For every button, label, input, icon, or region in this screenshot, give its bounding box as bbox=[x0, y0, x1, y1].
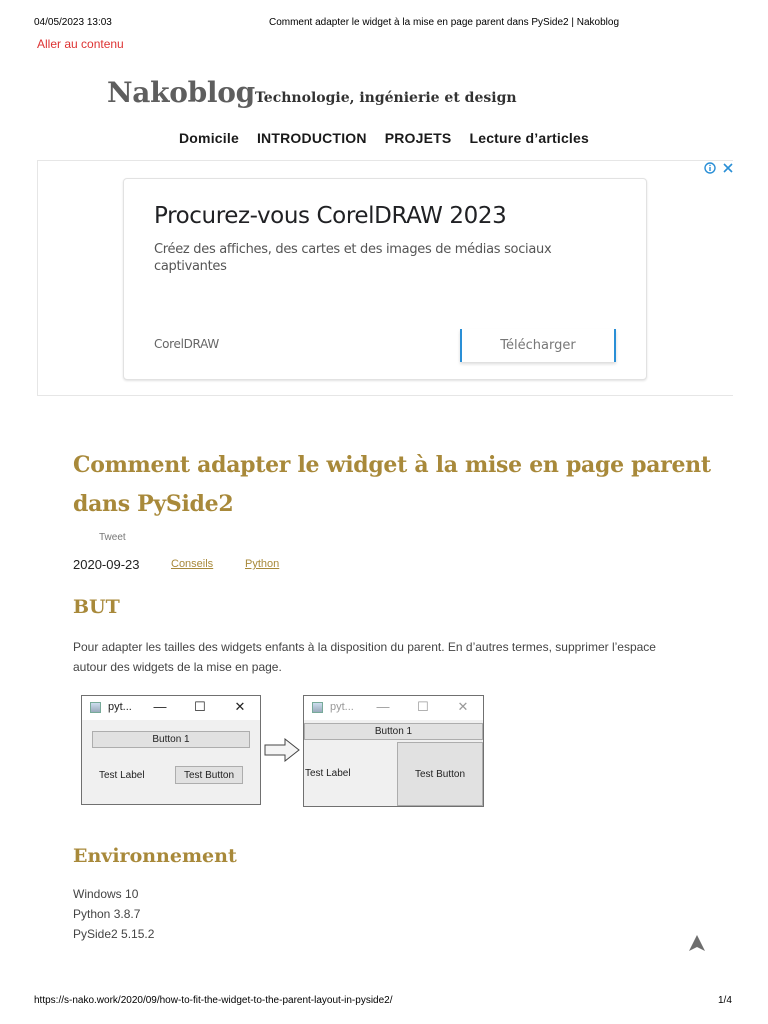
article-title: Comment adapter le widget à la mise en page parent dans PySide2 bbox=[73, 452, 711, 517]
window-title: pyt... bbox=[330, 701, 354, 713]
print-url: https://s-nako.work/2020/09/how-to-fit-the-widget-to-the-parent-layout-in-pyside2/ bbox=[34, 995, 393, 1006]
category-link-conseils[interactable]: Conseils bbox=[171, 558, 214, 570]
section-heading-but: BUT bbox=[73, 596, 120, 618]
qt-test-button: Test Button bbox=[397, 742, 483, 806]
skip-to-content-link[interactable]: Aller au contenu bbox=[37, 37, 124, 51]
maximize-icon: ☐ bbox=[194, 699, 206, 714]
env-item-pyside: PySide2 5.15.2 bbox=[73, 927, 155, 941]
category-link-python[interactable]: Python bbox=[245, 558, 280, 570]
post-date: 2020-09-23 bbox=[73, 557, 140, 572]
close-icon[interactable] bbox=[722, 162, 734, 174]
qt-button-1: Button 1 bbox=[304, 723, 483, 740]
env-item-os: Windows 10 bbox=[73, 887, 139, 901]
qt-test-button: Test Button bbox=[175, 766, 243, 784]
nav-item-lecture-articles[interactable]: Lecture d’articles bbox=[469, 130, 589, 146]
print-page-title: Comment adapter le widget à la mise en page parent dans PySide2 | Nakoblog bbox=[268, 17, 620, 28]
info-icon[interactable] bbox=[704, 162, 716, 174]
ad-description: Créez des affiches, des cartes et des images de médias sociaux captivantes bbox=[154, 242, 552, 274]
window-title: pyt... bbox=[108, 701, 132, 713]
right-arrow-icon bbox=[264, 738, 300, 762]
ad-download-button[interactable]: Télécharger bbox=[460, 329, 616, 362]
env-item-python: Python 3.8.7 bbox=[73, 907, 141, 921]
nav-item-domicile[interactable]: Domicile bbox=[179, 130, 239, 146]
scroll-to-top-icon[interactable] bbox=[688, 934, 706, 952]
ad-controls bbox=[704, 162, 734, 174]
tweet-button[interactable]: Tweet bbox=[99, 532, 126, 543]
nav-item-introduction[interactable]: INTRODUCTION bbox=[256, 130, 367, 146]
main-nav bbox=[0, 130, 768, 146]
maximize-icon: ☐ bbox=[417, 699, 429, 714]
ad-title[interactable]: Procurez-vous CorelDRAW 2023 bbox=[154, 203, 507, 229]
app-window-icon bbox=[90, 702, 101, 713]
close-icon: ✕ bbox=[234, 699, 246, 714]
section-heading-environnement: Environnement bbox=[73, 845, 237, 867]
qt-test-label: Test Label bbox=[305, 768, 351, 779]
app-window-icon bbox=[312, 702, 323, 713]
before-window-illustration bbox=[81, 695, 261, 805]
after-window-illustration bbox=[303, 695, 484, 807]
minimize-icon: — bbox=[376, 699, 390, 714]
window-titlebar bbox=[82, 696, 260, 720]
print-page-number: 1/4 bbox=[718, 995, 732, 1006]
window-controls bbox=[363, 699, 483, 715]
ad-brand: CorelDRAW bbox=[154, 337, 219, 351]
environment-list bbox=[73, 884, 154, 944]
nav-item-projets[interactable]: PROJETS bbox=[384, 130, 452, 146]
qt-test-label: Test Label bbox=[99, 770, 145, 781]
minimize-icon: — bbox=[153, 699, 167, 714]
window-titlebar bbox=[304, 696, 483, 720]
site-name[interactable]: Nakoblog bbox=[107, 76, 255, 109]
qt-button-1: Button 1 bbox=[92, 731, 250, 748]
close-icon: ✕ bbox=[457, 699, 469, 714]
window-controls bbox=[140, 699, 260, 715]
site-tagline: Technologie, ingénierie et design bbox=[255, 90, 517, 106]
print-datetime: 04/05/2023 13:03 bbox=[34, 17, 112, 28]
purpose-paragraph: Pour adapter les tailles des widgets enfants à la disposition du parent. En d’autres termes, supprimer l’espace autour des widgets de la mise en page. bbox=[73, 640, 656, 674]
